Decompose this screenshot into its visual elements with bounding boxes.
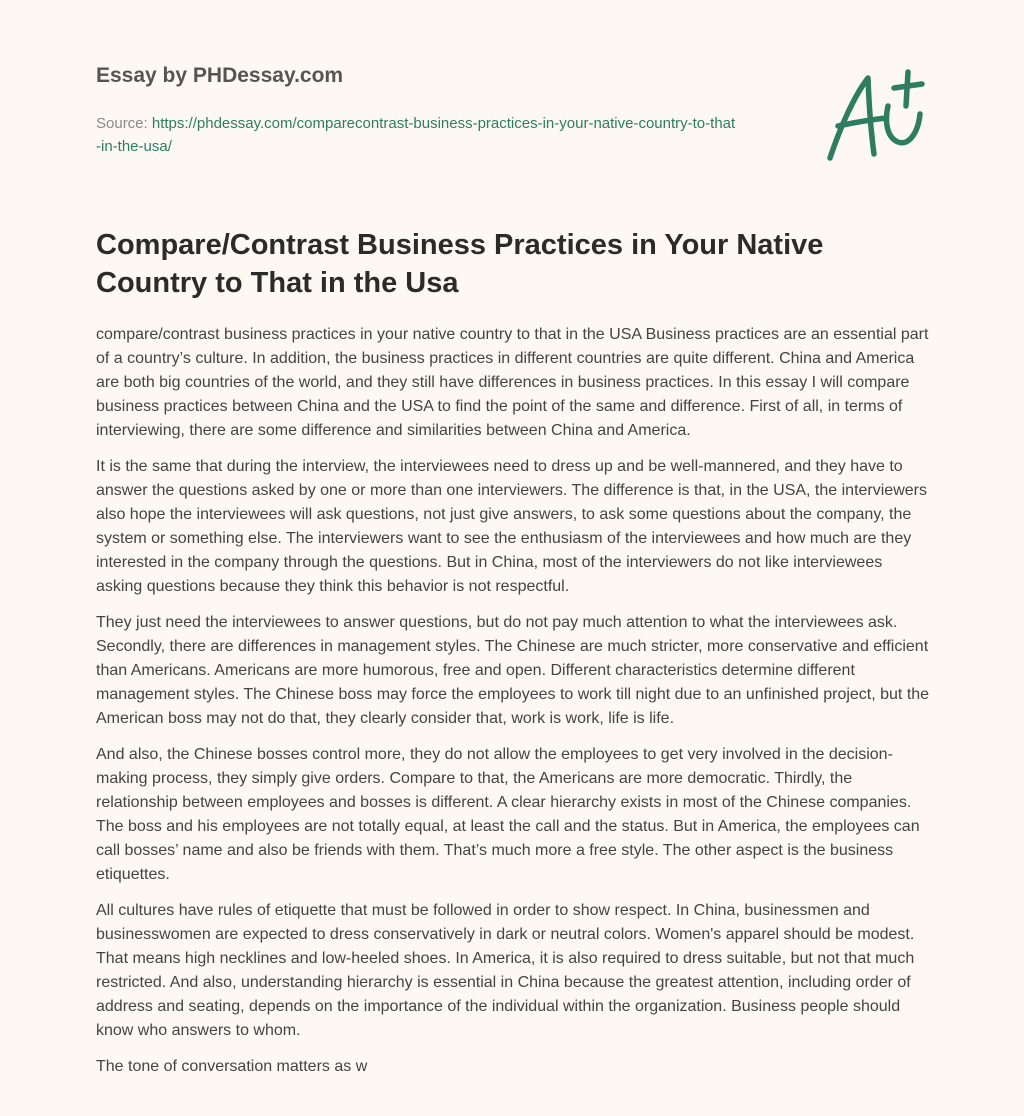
essay-paragraph: It is the same that during the interview, the interviewees need to dress up and be well-mannered, and they have to answer the questions asked by one or more than one interviewers. The difference is that, in the USA, the interviewers also hope the interviewees will ask questions, not just give answers, to ask some questions about the company, the system or something else. The interviewers want to see the enthusiasm of the interviewees and how much are they interested in the company through the questions. But in China, most of the interviewers do not like interviewees asking questions because they think this behavior is not respectful.	[96, 458, 927, 595]
essay-paragraph: compare/contrast business practices in your native country to that in the USA Business practices are an essential part of a country’s culture. In addition, the business practices in different countries are quite different. China and America are both big countries of the world, and they still have differences in business practices. In this essay I will compare business practices between China and the USA to find the point of the same and difference. First of all, in terms of interviewing, there are some difference and similarities between China and America.	[96, 326, 929, 439]
source-link[interactable]: https://phdessay.com/comparecontrast-business-practices-in-your-native-country-to-that-in-the-usa/	[96, 115, 736, 155]
essay-body	[96, 323, 932, 1091]
essay-title: Compare/Contrast Business Practices in Your Native Country to That in the Usa	[96, 229, 824, 299]
essay-paragraph: They just need the interviewees to answer questions, but do not pay much attention to what the interviewees ask. Secondly, there are differences in management styles. The Chinese are much stricter, more conservative and efficient than Americans. Americans are more humorous, free and open. Different characteristics determine different management styles. The Chinese boss may force the employees to work till night due to an unfinished project, but the American boss may not do that, they clearly consider that, work is work, life is life.	[96, 614, 930, 727]
a-plus-logo-icon	[824, 66, 928, 166]
source-line	[96, 112, 736, 158]
essay-paragraph: All cultures have rules of etiquette that must be followed in order to show respect. In China, businessmen and businesswomen are expected to dress conservatively in dark or neutral colors. Women's apparel should be modest. That means high necklines and low-heeled shoes. In America, it is also required to dress suitable, but not that much restricted. And also, understanding hierarchy is essential in China because the greatest attention, including order of address and seating, depends on the importance of the individual within the organization. Business people should know who answers to whom.	[96, 902, 915, 1039]
a-plus-logo-graphic	[824, 66, 928, 166]
essay-paragraph-truncated: The tone of conversation matters as w	[96, 1058, 368, 1075]
site-title: Essay by PHDessay.com	[96, 64, 344, 87]
source-label: Source:	[96, 115, 148, 132]
essay-paragraph: And also, the Chinese bosses control more, they do not allow the employees to get very involved in the decision-making process, they simply give orders. Compare to that, the Americans are more democratic. Thirdly, the relationship between employees and bosses is different. A clear hierarchy exists in most of the Chinese companies. The boss and his employees are not totally equal, at least the call and the status. But in America, the employees can call bosses’ name and also be friends with them. That’s much more a free style. The other aspect is the business etiquettes.	[96, 746, 920, 883]
